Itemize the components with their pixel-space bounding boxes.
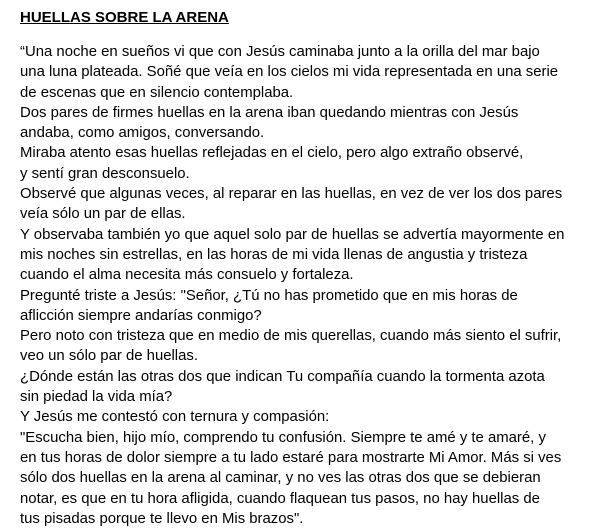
body-line: de escenas que en silencio contemplaba. (20, 84, 294, 101)
body-line: Pero noto con tristeza que en medio de mis querellas, cuando más siento el sufrir, (20, 328, 562, 345)
body-line: veía sólo un par de ellas. (20, 206, 186, 223)
body-line: ¿Dónde están las otras dos que indican Tu compañía cuando la tormenta azota (20, 368, 545, 385)
body-line: tus pisadas porque te llevo en Mis brazos". (20, 510, 304, 527)
body-line: "Escucha bien, hijo mío, comprendo tu confusión. Siempre te amé y te amaré, y (20, 429, 546, 446)
document-title: HUELLAS SOBRE LA ARENA (20, 9, 229, 26)
body-line: Miraba atento esas huellas reflejadas en el cielo, pero algo extraño observé, (20, 145, 524, 162)
body-line: Y Jesús me contestó con ternura y compasión: (20, 409, 330, 426)
body-line: en tus horas de dolor siempre a tu lado estaré para mostrarte Mi Amor. Más si ves (20, 449, 562, 466)
body-line: sólo dos huellas en la arena al caminar, y no ves las otras dos que se debieran (20, 470, 541, 487)
body-line: Y observaba también yo que aquel solo par de huellas se advertía mayormente en (20, 226, 565, 243)
body-line: sin piedad la vida mía? (20, 389, 173, 406)
body-line: veo un sólo par de huellas. (20, 348, 198, 365)
body-line: andaba, como amigos, conversando. (20, 125, 265, 142)
body-line: aflicción siempre andarías conmigo? (20, 307, 262, 324)
body-line: Pregunté triste a Jesús: "Señor, ¿Tú no has prometido que en mis horas de (20, 287, 518, 304)
body-line: cuando el alma necesita más consuelo y fortaleza. (20, 267, 354, 284)
document-body (20, 42, 600, 529)
body-line: y sentí gran desconsuelo. (20, 165, 190, 182)
body-line: una luna plateada. Soñé que veía en los cielos mi vida representada en una serie (20, 64, 559, 81)
body-line: notar, es que en tu hora afligida, cuando flaquean tus pasos, no hay huellas de (20, 490, 540, 507)
body-line: mis noches sin estrellas, en las horas de mi vida llenas de angustia y tristeza (20, 246, 528, 263)
body-line: Observé que algunas veces, al reparar en las huellas, en vez de ver los dos pares (20, 186, 563, 203)
document-page (20, 8, 600, 529)
body-line: Dos pares de firmes huellas en la arena iban quedando mientras con Jesús (20, 104, 519, 121)
body-line: “Una noche en sueños vi que con Jesús caminaba junto a la orilla del mar bajo (20, 44, 540, 60)
